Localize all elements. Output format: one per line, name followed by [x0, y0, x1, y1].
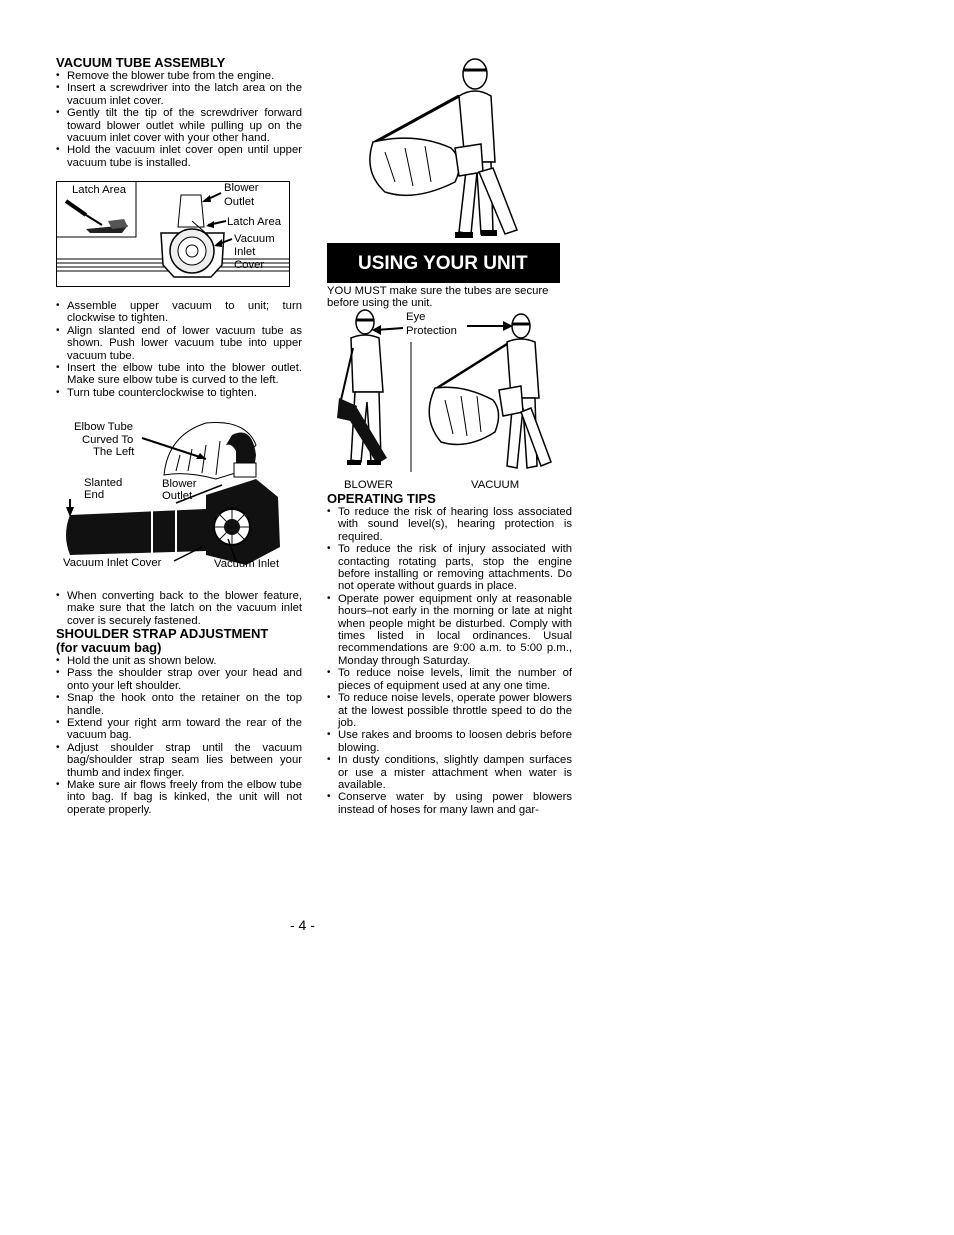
- elbow-tube-label: Curved To: [82, 434, 134, 446]
- list-item: • Assemble upper vacuum to unit; turn clockwise to tighten.: [56, 300, 302, 325]
- list-item: • Insert the elbow tube into the blower outlet. Make sure elbow tube is curved to the left.: [56, 362, 302, 387]
- list-item: • To reduce the risk of hearing loss associated with sound level(s), hearing protection is required.: [327, 506, 572, 543]
- intro-text: YOU MUST make sure the tubes are secure before using the unit.: [327, 285, 549, 310]
- vacuum-caption: VACUUM: [471, 479, 520, 491]
- latch-area-label: Latch Area: [227, 216, 282, 228]
- latch-area-label: Latch Area: [72, 184, 127, 196]
- list-item: • To reduce noise levels, limit the number of pieces of equipment used at any one time.: [327, 667, 572, 692]
- shoulder-strap-section: [56, 627, 302, 816]
- section-subheading: (for vacuum bag): [56, 640, 162, 655]
- blower-vacuum-figure: [327, 308, 572, 494]
- list-item: • Adjust shoulder strap until the vacuum bag/shoulder strap seam lies between your thumb and index finger.: [56, 742, 302, 779]
- latch-area-figure: [56, 181, 290, 287]
- vacuum-inlet-cover-label: Cover: [234, 259, 265, 271]
- section-heading: VACUUM TUBE ASSEMBLY: [56, 55, 226, 70]
- blower-outlet-label: Outlet: [224, 196, 255, 208]
- elbow-tube-label: The Left: [93, 446, 135, 458]
- elbow-tube-label: Elbow Tube: [74, 421, 134, 433]
- operating-tips-section: [327, 492, 572, 816]
- list-item: • Turn tube counterclockwise to tighten.: [56, 387, 302, 399]
- page-number: - 4 -: [290, 917, 315, 933]
- banner-title: USING YOUR UNIT: [358, 253, 528, 274]
- list-item: • Hold the unit as shown below.: [56, 655, 302, 667]
- vacuum-tube-section: [56, 56, 302, 169]
- list-item: • Extend your right arm toward the rear of the vacuum bag.: [56, 717, 302, 742]
- shoulder-strap-steps: [56, 655, 302, 816]
- list-item: • To reduce the risk of injury associated with contacting rotating parts, stop the engine before installing or removing attachments. Do not operate without guards in place.: [327, 543, 572, 593]
- elbow-tube-figure: [56, 415, 302, 575]
- list-item: • Snap the hook onto the retainer on the top handle.: [56, 692, 302, 717]
- operating-tips-list: [327, 506, 572, 816]
- blower-outlet-label: Blower: [224, 182, 259, 194]
- list-item: • Use rakes and brooms to loosen debris before blowing.: [327, 729, 572, 754]
- list-item: • Hold the vacuum inlet cover open until upper vacuum tube is installed.: [56, 144, 302, 169]
- converting-note: [56, 590, 302, 627]
- eye-protection-label: Protection: [406, 325, 457, 337]
- list-item: • In dusty conditions, slightly dampen surfaces or use a mister attachment when water is available.: [327, 754, 572, 791]
- vacuum-tube-steps: [56, 70, 302, 169]
- blower-caption: BLOWER: [344, 479, 393, 491]
- list-item: • Insert a screwdriver into the latch area on the vacuum inlet cover.: [56, 82, 302, 107]
- slanted-end-label: End: [84, 489, 105, 501]
- list-item: • Align slanted end of lower vacuum tube as shown. Push lower vacuum tube into upper vacuum tube.: [56, 325, 302, 362]
- vacuum-inlet-cover-label: Vacuum Inlet Cover: [63, 557, 162, 569]
- list-item: • Gently tilt the tip of the screwdriver forward toward blower outlet while pulling up on the vacuum inlet cover with your other hand.: [56, 107, 302, 144]
- list-item: • To reduce noise levels, operate power blowers at the lowest possible throttle speed to do the job.: [327, 692, 572, 729]
- list-item: • Remove the blower tube from the engine.: [56, 70, 302, 82]
- assembly-steps: [56, 300, 302, 399]
- list-item: • When converting back to the blower feature, make sure that the latch on the vacuum inlet cover is securely fastened.: [56, 590, 302, 627]
- eye-protection-label: Eye: [406, 311, 426, 323]
- vacuum-inlet-label: Vacuum Inlet: [214, 558, 280, 570]
- list-item: • Conserve water by using power blowers instead of hoses for many lawn and gar-: [327, 791, 572, 816]
- blower-outlet-label: Blower: [162, 478, 197, 490]
- slanted-end-label: Slanted: [84, 477, 123, 489]
- section-heading: SHOULDER STRAP ADJUSTMENT: [56, 626, 269, 641]
- vacuum-inlet-cover-label: Vacuum: [234, 233, 275, 245]
- vacuum-inlet-cover-label: Inlet: [234, 246, 256, 258]
- list-item: • Operate power equipment only at reasonable hours–not early in the morning or late at night when people might be disturbed. Comply with times listed in local ordinances. Usual recommendations are 9:00 a.m. to 5:00 p.m., Monday through Saturday.: [327, 593, 572, 667]
- list-item: • Make sure air flows freely from the elbow tube into bag. If bag is kinked, the unit will not operate properly.: [56, 779, 302, 816]
- blower-outlet-label: Outlet: [162, 490, 193, 502]
- list-item: • Pass the shoulder strap over your head and onto your left shoulder.: [56, 667, 302, 692]
- section-heading: OPERATING TIPS: [327, 491, 436, 506]
- vacuum-operator-illustration: [355, 52, 535, 242]
- section-banner: [327, 243, 560, 283]
